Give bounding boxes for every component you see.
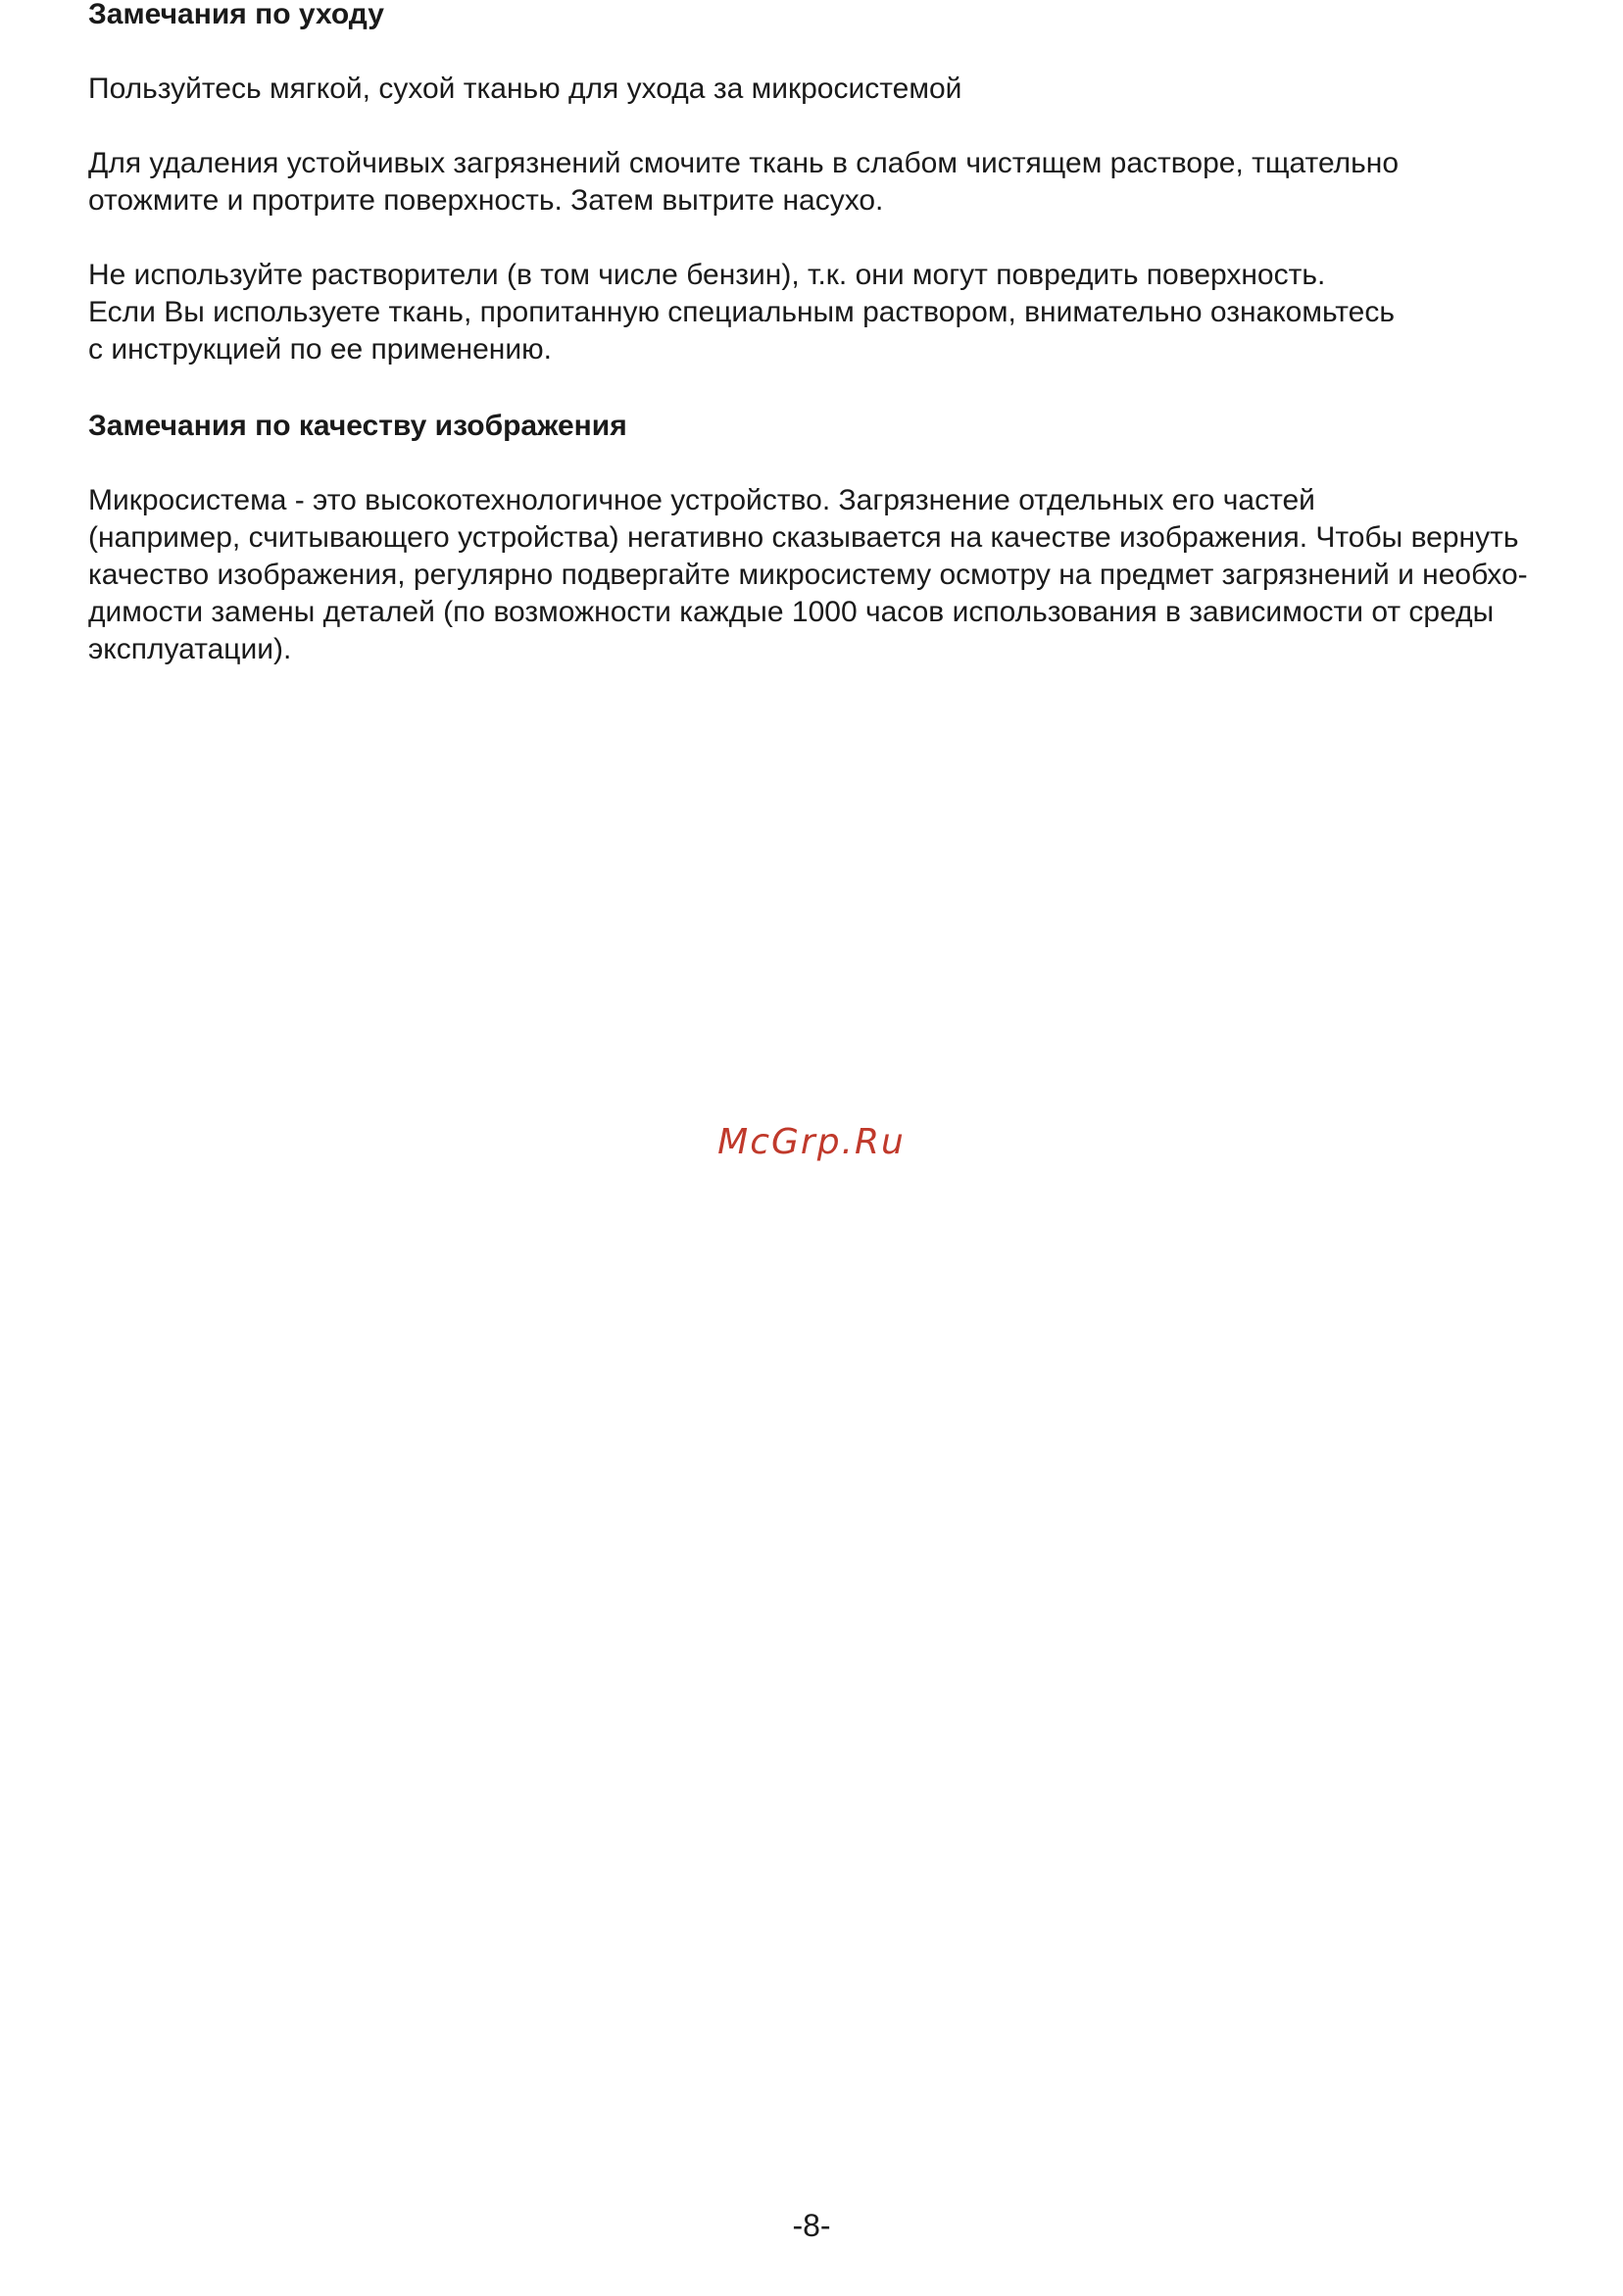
page-number: -8- bbox=[792, 2208, 831, 2243]
care-paragraph-1 bbox=[88, 71, 961, 108]
text-line: Если Вы используете ткань, пропитанную специальным раствором, внимательно ознакомьтесь bbox=[88, 296, 1395, 328]
care-paragraph-3 bbox=[88, 257, 1395, 368]
text-line: Не используйте растворители (в том числе бензин), т.к. они могут повредить поверхность. bbox=[88, 259, 1326, 291]
text-line: Пользуйтесь мягкой, сухой тканью для ухода за микросистемой bbox=[88, 73, 962, 105]
care-paragraph-2 bbox=[88, 145, 1399, 220]
text-line: качество изображения, регулярно подвергайте микросистему осмотру на предмет загрязнений и необхо- bbox=[88, 559, 1528, 591]
text-line: Для удаления устойчивых загрязнений смочите ткань в слабом чистящем растворе, тщательно bbox=[88, 147, 1400, 179]
care-notes-heading: Замечания по уходу bbox=[88, 0, 384, 30]
text-line: отожмите и протрите поверхность. Затем вытрите насухо. bbox=[88, 184, 884, 217]
watermark: McGrp.Ru bbox=[717, 1122, 906, 1162]
text-line: Микросистема - это высокотехнологичное устройство. Загрязнение отдельных его частей bbox=[88, 484, 1315, 516]
text-line: (например, считывающего устройства) негативно сказывается на качестве изображения. Чтобы вернуть bbox=[88, 521, 1519, 554]
text-line: димости замены деталей (по возможности каждые 1000 часов использования в зависимости от среды bbox=[88, 596, 1495, 628]
text-line: с инструкцией по ее применению. bbox=[88, 333, 552, 366]
image-quality-heading: Замечания по качеству изображения bbox=[88, 410, 627, 442]
text-line: эксплуатации). bbox=[88, 633, 292, 665]
image-quality-paragraph bbox=[88, 482, 1528, 668]
